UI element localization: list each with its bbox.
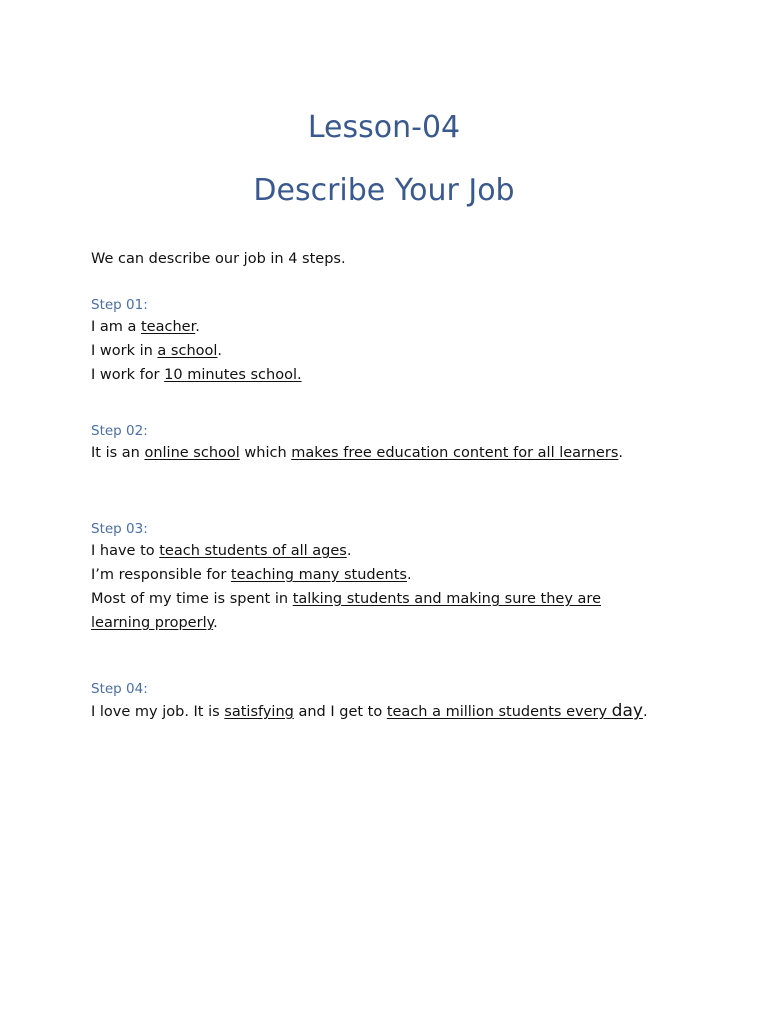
step-line: I’m responsible for teaching many students. bbox=[91, 567, 412, 583]
underlined-phrase: 10 minutes school. bbox=[164, 367, 302, 383]
lesson-number-heading: Lesson-04 bbox=[307, 110, 461, 145]
step-line: I love my job. It is satisfying and I get to teach a million students every day. bbox=[91, 701, 648, 721]
underlined-phrase: teacher bbox=[141, 319, 196, 335]
step-label: Step 03: bbox=[91, 521, 148, 537]
underlined-phrase: talking students and making sure they are learning properly bbox=[91, 591, 601, 631]
step-02 bbox=[91, 421, 661, 465]
step-label: Step 01: bbox=[91, 297, 148, 313]
underlined-phrase: online school bbox=[144, 445, 240, 461]
underlined-phrase: a school bbox=[157, 343, 218, 359]
intro-text: We can describe our job in 4 steps. bbox=[91, 251, 346, 267]
step-label: Step 04: bbox=[91, 681, 148, 697]
underlined-phrase: makes free education content for all learners bbox=[291, 445, 619, 461]
step-03 bbox=[91, 519, 661, 635]
step-line: I work for 10 minutes school. bbox=[91, 367, 302, 383]
step-line: It is an online school which makes free education content for all learners. bbox=[91, 445, 623, 461]
step-label: Step 02: bbox=[91, 423, 148, 439]
lesson-topic-heading: Describe Your Job bbox=[253, 173, 515, 208]
step-04 bbox=[91, 679, 661, 724]
underlined-phrase: teaching many students bbox=[230, 567, 407, 583]
underlined-phrase: satisfying bbox=[224, 704, 294, 720]
step-line: I have to teach students of all ages. bbox=[91, 543, 352, 559]
step-line: I work in a school. bbox=[91, 343, 223, 359]
lesson-body bbox=[91, 247, 661, 724]
step-line: Most of my time is spent in talking students and making sure they are learning properly. bbox=[91, 591, 601, 631]
step-01 bbox=[91, 295, 661, 387]
step-line: I am a teacher. bbox=[91, 319, 200, 335]
underlined-phrase: teach a million students every day bbox=[386, 701, 643, 721]
underlined-phrase: teach students of all ages bbox=[159, 543, 347, 559]
